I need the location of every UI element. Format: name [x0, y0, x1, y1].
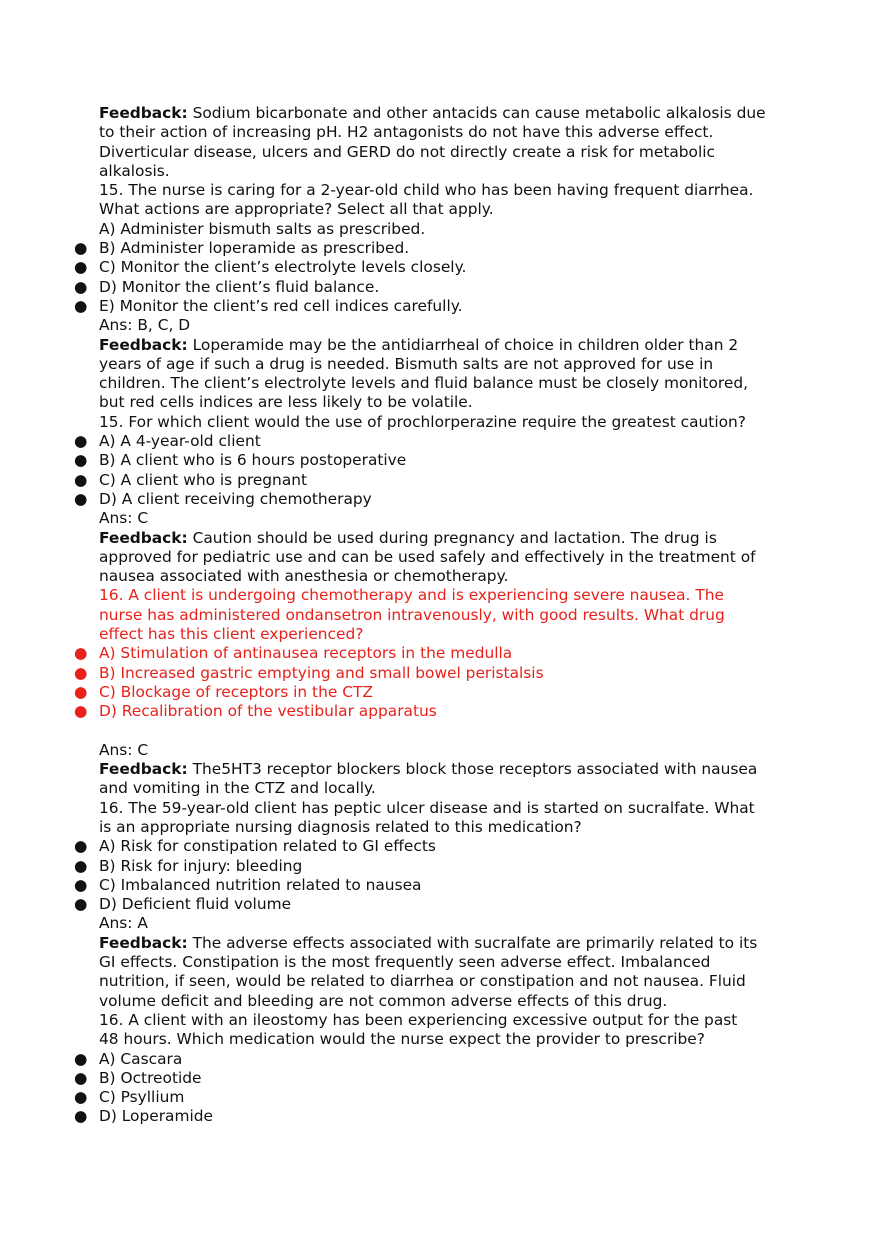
bullet-icon: ●	[74, 895, 88, 914]
feedback-line: Feedback: Caution should be used during pregnancy and lactation. The drug is	[99, 528, 717, 547]
feedback-line: GI effects. Constipation is the most frequently seen adverse effect. Imbalanced	[99, 953, 711, 972]
question-text: is an appropriate nursing diagnosis related to this medication?	[99, 817, 582, 836]
question-text: nurse has administered ondansetron intravenously, with good results. What drug	[99, 605, 725, 624]
bullet-icon: ●	[74, 1049, 88, 1068]
bullet-icon: ●	[74, 663, 88, 682]
bullet-icon: ●	[74, 470, 88, 489]
answer-key: Ans: B, C, D	[99, 316, 191, 335]
answer-option: ● E) Monitor the client’s red cell indices carefully.	[74, 296, 463, 315]
bullet-icon: ●	[74, 644, 88, 663]
question-text: 16. The 59-year-old client has peptic ulcer disease and is started on sucralfate. What	[99, 798, 755, 817]
bullet-icon: ●	[74, 702, 88, 721]
answer-option: ● D) Loperamide	[74, 1107, 213, 1126]
question-block	[74, 798, 799, 1011]
feedback-line: Diverticular disease, ulcers and GERD do not directly create a risk for metabolic	[99, 142, 715, 161]
answer-option: ● A) Risk for constipation related to GI effects	[74, 837, 436, 856]
feedback-label: Feedback:	[99, 933, 188, 952]
answer-option: ● C) Psyllium	[74, 1088, 185, 1107]
answer-option: ● C) Monitor the client’s electrolyte levels closely.	[74, 258, 467, 277]
feedback-line: nausea associated with anesthesia or chemotherapy.	[99, 567, 509, 586]
bullet-icon: ●	[74, 837, 88, 856]
question-text: 16. A client is undergoing chemotherapy and is experiencing severe nausea. The	[99, 586, 724, 605]
answer-option: ● A) Stimulation of antinausea receptors in the medulla	[74, 644, 513, 663]
feedback-line: years of age if such a drug is needed. Bismuth salts are not approved for use in	[99, 354, 714, 373]
blank-line	[99, 722, 799, 741]
answer-option: ● D) Monitor the client’s fluid balance.	[74, 277, 380, 296]
bullet-icon: ●	[74, 239, 88, 258]
feedback-line: children. The client’s electrolyte levels and fluid balance must be closely monitored,	[99, 374, 748, 393]
bullet-icon: ●	[74, 1107, 88, 1126]
feedback-line: nutrition, if seen, would be related to diarrhea or constipation and not nausea. Fluid	[99, 972, 746, 991]
bullet-icon: ●	[74, 856, 88, 875]
feedback-block	[99, 104, 799, 181]
answer-option: ● A) A 4-year-old client	[74, 432, 261, 451]
question-block	[74, 412, 799, 587]
feedback-line: Feedback: Loperamide may be the antidiarrheal of choice in children older than 2	[99, 335, 739, 354]
answer-option: ● B) Risk for injury: bleeding	[74, 856, 303, 875]
feedback-label: Feedback:	[99, 335, 188, 354]
bullet-icon: ●	[74, 432, 88, 451]
feedback-line: and vomiting in the CTZ and locally.	[99, 779, 376, 798]
feedback-line: alkalosis.	[99, 161, 170, 180]
feedback-line: volume deficit and bleeding are not common adverse effects of this drug.	[99, 991, 668, 1010]
answer-option: ● B) Administer loperamide as prescribed.	[74, 239, 410, 258]
answer-option: ● B) Increased gastric emptying and small bowel peristalsis	[74, 663, 544, 682]
answer-key: Ans: A	[99, 914, 148, 933]
question-text: What actions are appropriate? Select all that apply.	[99, 200, 494, 219]
question-text: 16. A client with an ileostomy has been experiencing excessive output for the past	[99, 1010, 738, 1029]
feedback-line: Feedback: The adverse effects associated with sucralfate are primarily related to its	[99, 933, 758, 952]
feedback-label: Feedback:	[99, 104, 188, 122]
bullet-icon: ●	[74, 258, 88, 277]
question-text: 48 hours. Which medication would the nurse expect the provider to prescribe?	[99, 1030, 705, 1049]
question-block-highlighted	[74, 586, 799, 798]
answer-option: ● A) Cascara	[74, 1049, 183, 1068]
answer-option: ● D) Recalibration of the vestibular apparatus	[74, 702, 437, 721]
question-text: 15. For which client would the use of prochlorperazine require the greatest caution?	[99, 412, 746, 431]
question-block	[74, 1010, 799, 1127]
feedback-label: Feedback:	[99, 760, 188, 779]
bullet-icon: ●	[74, 875, 88, 894]
feedback-line: Feedback: The5HT3 receptor blockers block those receptors associated with nausea	[99, 760, 758, 779]
answer-option: ● D) Deficient fluid volume	[74, 895, 292, 914]
answer-option: ● B) Octreotide	[74, 1068, 202, 1087]
feedback-line: Feedback: Sodium bicarbonate and other antacids can cause metabolic alkalosis due	[99, 104, 766, 122]
bullet-icon: ●	[74, 451, 88, 470]
bullet-icon: ●	[74, 1088, 88, 1107]
bullet-icon: ●	[74, 277, 88, 296]
answer-option: A) Administer bismuth salts as prescribed.	[99, 219, 426, 238]
page-content	[74, 104, 799, 1127]
question-text: effect has this client experienced?	[99, 625, 364, 644]
bullet-icon: ●	[74, 682, 88, 701]
question-block	[74, 181, 799, 413]
feedback-line: to their action of increasing pH. H2 antagonists do not have this adverse effect.	[99, 123, 714, 142]
bullet-icon: ●	[74, 489, 88, 508]
bullet-icon: ●	[74, 1068, 88, 1087]
feedback-line: approved for pediatric use and can be used safely and effectively in the treatment of	[99, 547, 756, 566]
feedback-label: Feedback:	[99, 528, 188, 547]
answer-option: ● C) Blockage of receptors in the CTZ	[74, 682, 373, 701]
question-text: 15. The nurse is caring for a 2-year-old child who has been having frequent diarrhea.	[99, 181, 754, 200]
answer-option: ● C) A client who is pregnant	[74, 470, 308, 489]
answer-key: Ans: C	[99, 509, 149, 528]
answer-option: ● D) A client receiving chemotherapy	[74, 489, 372, 508]
answer-option: ● C) Imbalanced nutrition related to nausea	[74, 875, 422, 894]
bullet-icon: ●	[74, 296, 88, 315]
answer-option: ● B) A client who is 6 hours postoperative	[74, 451, 407, 470]
answer-key: Ans: C	[99, 740, 149, 759]
feedback-line: but red cells indices are less likely to be volatile.	[99, 393, 473, 412]
